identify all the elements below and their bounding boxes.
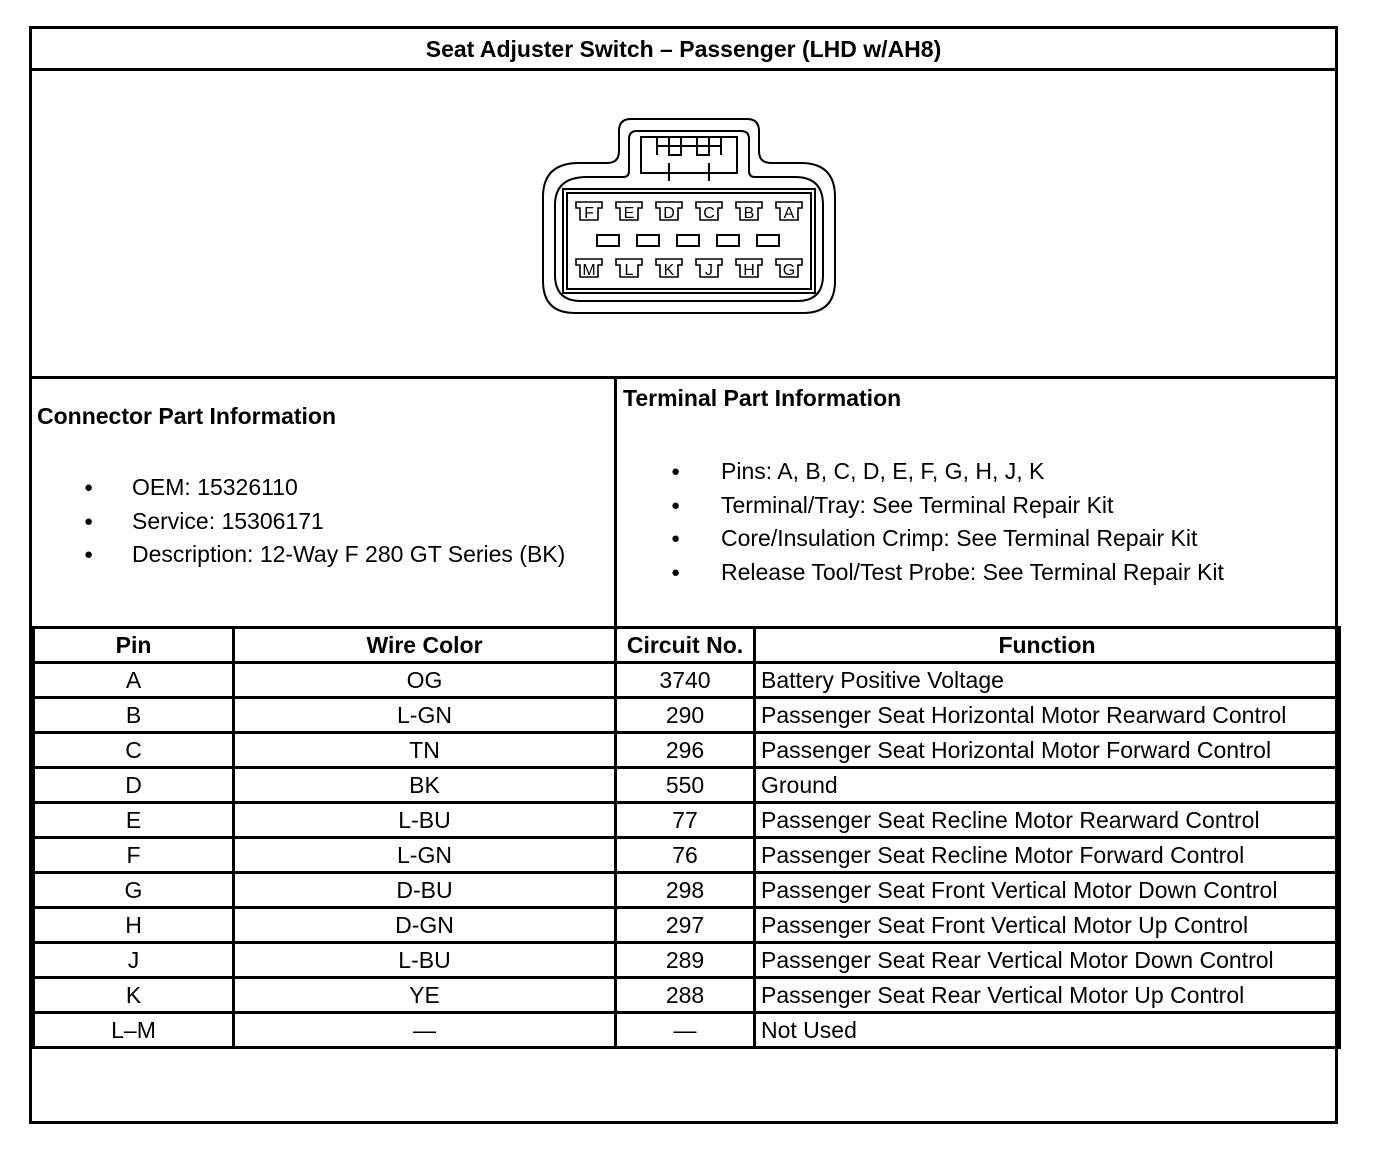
cell-pin: F [34,838,234,873]
cell-wire-color: D-BU [234,873,616,908]
connector-pin-cavity [776,259,802,279]
connector-part-info [32,379,617,629]
connector-pin-label: L [624,262,634,279]
table-header-row [34,628,1340,663]
connector-pin-label: K [663,262,675,279]
cell-function: Passenger Seat Horizontal Motor Forward Control [755,733,1340,768]
connector-pin-cavity [656,202,682,222]
table-row [34,978,1340,1013]
cell-pin: A [34,663,234,698]
pinout-table [32,626,1341,1049]
cell-wire-color: YE [234,978,616,1013]
cell-function: Passenger Seat Recline Motor Forward Control [755,838,1340,873]
cell-circuit-no: 289 [616,943,755,978]
cell-circuit-no: 297 [616,908,755,943]
table-row [34,698,1340,733]
cell-circuit-no: 550 [616,768,755,803]
cell-pin: E [34,803,234,838]
cell-function: Passenger Seat Rear Vertical Motor Up Control [755,978,1340,1013]
table-row [34,803,1340,838]
pinout-sheet [29,26,1338,1124]
cell-pin: G [34,873,234,908]
table-row [34,663,1340,698]
cell-circuit-no: 296 [616,733,755,768]
cell-wire-color: — [234,1013,616,1048]
cell-circuit-no: — [616,1013,755,1048]
list-item: ● Core/Insulation Crimp: See Terminal Repair Kit [617,522,1224,556]
cell-pin: H [34,908,234,943]
cell-circuit-no: 298 [616,873,755,908]
cell-function: Not Used [755,1013,1340,1048]
cell-circuit-no: 290 [616,698,755,733]
table-row [34,943,1340,978]
connector-pin-cavity [576,202,602,222]
cell-function: Passenger Seat Horizontal Motor Rearward Control [755,698,1340,733]
connector-pin-label: F [584,205,594,222]
connector-pin-cavity [696,259,722,279]
cell-wire-color: OG [234,663,616,698]
connector-diagram [32,71,1335,379]
cell-wire-color: D-GN [234,908,616,943]
table-row [34,733,1340,768]
connector-pin-cavity [776,202,802,222]
cell-circuit-no: 76 [616,838,755,873]
list-item: ● Terminal/Tray: See Terminal Repair Kit [617,489,1224,523]
table-row [34,768,1340,803]
cell-pin: D [34,768,234,803]
connector-face-icon [32,71,1335,376]
connector-info-heading: Connector Part Information [37,403,337,429]
list-item: ● Description: 12-Way F 280 GT Series (BK) [32,538,565,572]
table-row [34,1013,1340,1048]
header-pin: Pin [34,628,234,663]
list-item: ● Release Tool/Test Probe: See Terminal Repair Kit [617,556,1224,590]
connector-pin-label: E [623,205,635,222]
cell-wire-color: BK [234,768,616,803]
cell-function: Passenger Seat Front Vertical Motor Down Control [755,873,1340,908]
table-row [34,908,1340,943]
header-function: Function [755,628,1340,663]
connector-pin-label: G [782,262,796,279]
cell-wire-color: L-BU [234,943,616,978]
connector-pin-label: B [743,205,755,222]
connector-pin-label: H [743,262,755,279]
cell-function: Passenger Seat Front Vertical Motor Up Control [755,908,1340,943]
list-item: ● Service: 15306171 [32,505,565,539]
cell-circuit-no: 288 [616,978,755,1013]
table-row [34,838,1340,873]
cell-circuit-no: 3740 [616,663,755,698]
cell-wire-color: L-GN [234,698,616,733]
header-circuit-no: Circuit No. [616,628,755,663]
terminal-info-heading: Terminal Part Information [623,385,902,411]
header-wire-color: Wire Color [234,628,616,663]
list-item: ● Pins: A, B, C, D, E, F, G, H, J, K [617,455,1224,489]
cell-pin: L–M [34,1013,234,1048]
connector-pin-label: C [703,205,715,222]
connector-pin-label: A [783,205,795,222]
terminal-part-info [617,379,1338,629]
page-title: Seat Adjuster Switch – Passenger (LHD w/AH8) [32,29,1335,71]
connector-pin-cavity [656,259,682,279]
cell-pin: C [34,733,234,768]
connector-pin-label: M [582,262,596,279]
cell-function: Ground [755,768,1340,803]
cell-wire-color: L-GN [234,838,616,873]
connector-pin-cavity [576,259,602,279]
cell-circuit-no: 77 [616,803,755,838]
list-item: ● OEM: 15326110 [32,471,565,505]
connector-pin-cavity [736,259,762,279]
cell-wire-color: TN [234,733,616,768]
cell-pin: B [34,698,234,733]
cell-wire-color: L-BU [234,803,616,838]
table-row [34,873,1340,908]
connector-pin-cavity [616,259,642,279]
connector-pin-cavity [696,202,722,222]
cell-pin: K [34,978,234,1013]
connector-pin-cavity [616,202,642,222]
cell-function: Battery Positive Voltage [755,663,1340,698]
connector-info-list [32,471,565,572]
cell-function: Passenger Seat Rear Vertical Motor Down Control [755,943,1340,978]
connector-pin-label: J [705,262,713,279]
cell-pin: J [34,943,234,978]
connector-pin-label: D [663,205,675,222]
connector-pin-cavity [736,202,762,222]
terminal-info-list [617,455,1224,589]
cell-function: Passenger Seat Recline Motor Rearward Control [755,803,1340,838]
